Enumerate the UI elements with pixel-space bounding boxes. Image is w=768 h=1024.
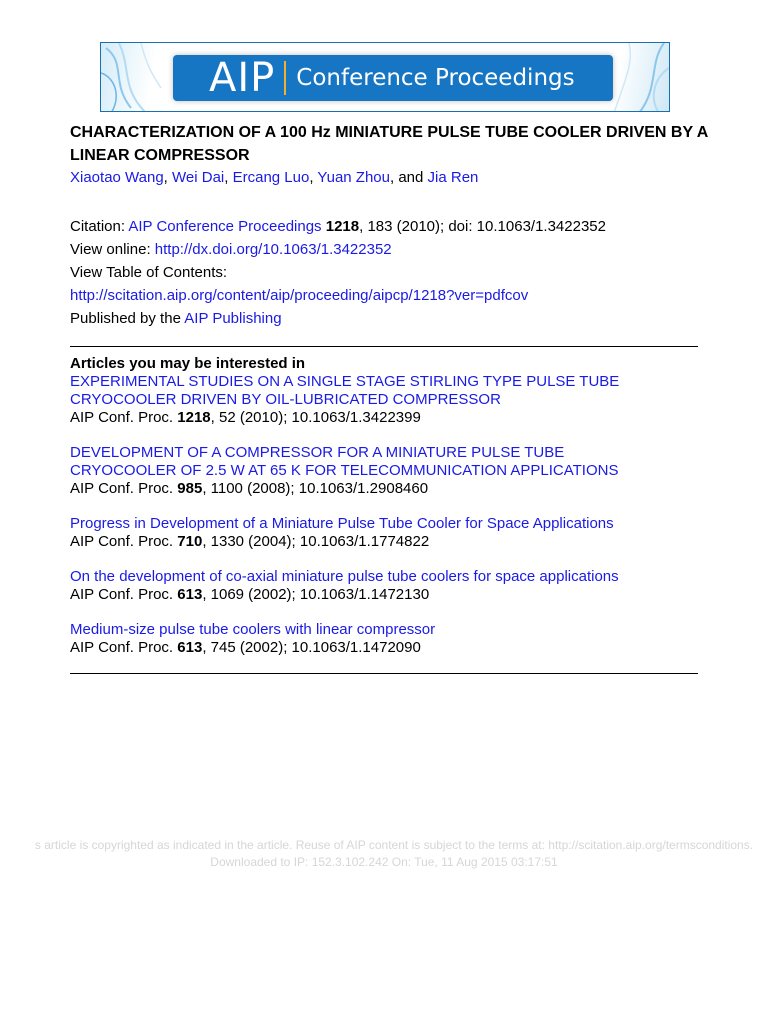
cite-details: , 745 (2002); 10.1063/1.1472090 bbox=[202, 639, 421, 656]
series-name: Conference Proceedings bbox=[296, 64, 575, 91]
related-citation bbox=[70, 409, 710, 427]
related-title-link[interactable] bbox=[70, 568, 710, 586]
author-separator: , and bbox=[389, 169, 428, 186]
citation-label: Citation: bbox=[70, 218, 129, 235]
logo-divider bbox=[284, 61, 286, 95]
toc-line bbox=[70, 284, 606, 307]
related-item bbox=[70, 373, 710, 427]
related-title-line: CRYOCOOLER OF 2.5 W AT 65 K FOR TELECOMMUNICATION APPLICATIONS bbox=[70, 462, 619, 479]
related-title-line: EXPERIMENTAL STUDIES ON A SINGLE STAGE STIRLING TYPE PULSE TUBE bbox=[70, 373, 620, 390]
cite-volume: 985 bbox=[177, 480, 203, 497]
journal-link[interactable]: AIP Conference Proceedings bbox=[128, 218, 322, 235]
author-link[interactable]: Jia Ren bbox=[427, 169, 479, 186]
author-separator: , bbox=[224, 169, 233, 186]
cite-prefix: AIP Conf. Proc. bbox=[70, 533, 178, 550]
toc-label: View Table of Contents: bbox=[70, 264, 228, 281]
related-title-link[interactable] bbox=[70, 515, 710, 533]
author-link[interactable]: Yuan Zhou bbox=[317, 169, 390, 186]
view-online-line bbox=[70, 238, 606, 261]
decorative-swirl-right bbox=[609, 43, 669, 112]
author-link[interactable]: Wei Dai bbox=[172, 169, 225, 186]
cite-details: , 52 (2010); 10.1063/1.3422399 bbox=[210, 409, 421, 426]
related-title-link[interactable] bbox=[70, 621, 710, 639]
author-link[interactable]: Ercang Luo bbox=[232, 169, 310, 186]
cite-details: , 1069 (2002); 10.1063/1.1472130 bbox=[202, 586, 430, 603]
citation-line bbox=[70, 215, 606, 238]
published-label: Published by the bbox=[70, 310, 185, 327]
publisher-line bbox=[70, 307, 606, 330]
related-citation bbox=[70, 480, 710, 498]
related-title-line: Progress in Development of a Miniature Pulse Tube Cooler for Space Applications bbox=[70, 515, 614, 532]
cite-prefix: AIP Conf. Proc. bbox=[70, 586, 178, 603]
publisher-link[interactable]: AIP Publishing bbox=[184, 310, 282, 327]
related-item bbox=[70, 444, 710, 498]
citation-details: , 183 (2010); doi: 10.1063/1.3422352 bbox=[359, 218, 606, 235]
related-citation bbox=[70, 639, 710, 657]
toc-link[interactable]: http://scitation.aip.org/content/aip/proceeding/aipcp/1218?ver=pdfcov bbox=[70, 287, 529, 304]
aip-logo-text: AIP bbox=[209, 55, 276, 101]
decorative-swirl-left bbox=[101, 43, 171, 112]
related-title-link[interactable] bbox=[70, 444, 710, 480]
related-item bbox=[70, 515, 710, 551]
author-separator: , bbox=[163, 169, 173, 186]
cite-volume: 613 bbox=[177, 639, 203, 656]
related-item bbox=[70, 568, 710, 604]
cite-volume: 613 bbox=[177, 586, 203, 603]
author-link[interactable]: Xiaotao Wang bbox=[70, 169, 164, 186]
related-heading: Articles you may be interested in bbox=[70, 355, 306, 372]
related-citation bbox=[70, 586, 710, 604]
cite-prefix: AIP Conf. Proc. bbox=[70, 409, 178, 426]
author-list bbox=[70, 169, 478, 187]
cite-details: , 1330 (2004); 10.1063/1.1774822 bbox=[202, 533, 430, 550]
cite-volume: 710 bbox=[177, 533, 203, 550]
cite-prefix: AIP Conf. Proc. bbox=[70, 480, 178, 497]
cite-volume: 1218 bbox=[177, 409, 211, 426]
cite-prefix: AIP Conf. Proc. bbox=[70, 639, 178, 656]
copyright-text: s article is copyrighted as indicated in the article. Reuse of AIP content is subject to the terms at: http://scitation.aip.org/termsconditions. bbox=[34, 838, 754, 852]
citation-volume: 1218 bbox=[325, 218, 360, 235]
article-title: CHARACTERIZATION OF A 100 Hz MINIATURE PULSE TUBE COOLER DRIVEN BY A LINEAR COMPRESSOR bbox=[70, 124, 708, 164]
related-item bbox=[70, 621, 710, 657]
related-title-line: Medium-size pulse tube coolers with linear compressor bbox=[70, 621, 436, 638]
related-title-line: On the development of co-axial miniature pulse tube coolers for space applications bbox=[70, 568, 619, 585]
divider-top bbox=[70, 346, 698, 347]
download-info: Downloaded to IP: 152.3.102.242 On: Tue, 11 Aug 2015 03:17:51 bbox=[210, 855, 558, 869]
citation-block bbox=[70, 215, 606, 330]
copyright-notice bbox=[0, 838, 768, 852]
related-title-line: CRYOCOOLER DRIVEN BY OIL-LUBRICATED COMPRESSOR bbox=[70, 391, 501, 408]
banner-logo-plate bbox=[173, 55, 613, 101]
author-separator: , bbox=[309, 169, 318, 186]
view-online-label: View online: bbox=[70, 241, 155, 258]
cite-details: , 1100 (2008); 10.1063/1.2908460 bbox=[202, 480, 429, 497]
related-articles bbox=[70, 355, 710, 674]
related-citation bbox=[70, 533, 710, 551]
divider-bottom bbox=[70, 673, 698, 674]
related-title-link[interactable] bbox=[70, 373, 710, 409]
aip-conference-proceedings-banner bbox=[100, 42, 670, 112]
doi-link[interactable]: http://dx.doi.org/10.1063/1.3422352 bbox=[154, 241, 392, 258]
related-title-line: DEVELOPMENT OF A COMPRESSOR FOR A MINIATURE PULSE TUBE bbox=[70, 444, 565, 461]
